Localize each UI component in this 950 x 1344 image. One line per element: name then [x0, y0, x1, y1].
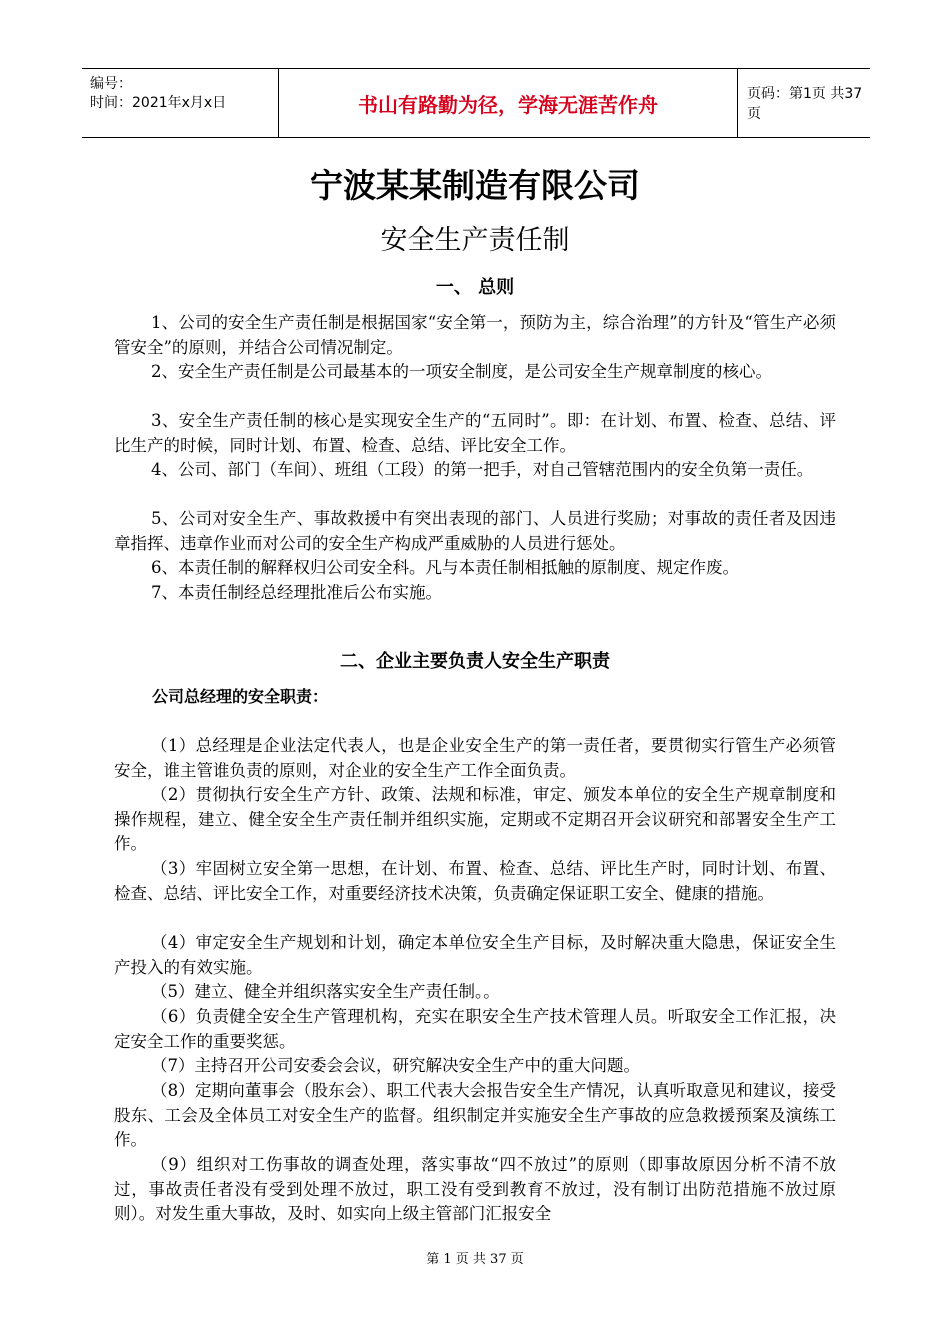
section-1-paragraph: 4、公司、部门（车间）、班组（工段）的第一把手，对自己管辖范围内的安全负第一责任。	[151, 460, 814, 479]
section-2-heading: 二、企业主要负责人安全生产职责	[340, 651, 610, 672]
header-motto: 书山有路勤为径，学海无涯苦作舟	[358, 92, 658, 117]
section-1-paragraph: 7、本责任制经总经理批准后公布实施。	[151, 583, 442, 602]
header-page-info: 页码：第1页 共37页	[747, 86, 863, 122]
page-footer: 第 1 页 共 37 页	[426, 1252, 524, 1267]
section-2-paragraph: （9）组织对工伤事故的调查处理，落实事故“四不放过”的原则（即事故原因分析不清不放过，事故责任者没有受到处理不放过，职工没有受到教育不放过，没有制订出防范措施不放过原则）。对发生重大事故，及时、如实向上级主管部门汇报安全	[114, 1155, 836, 1223]
section-2-paragraph: （4）审定安全生产规划和计划，确定本单位安全生产目标，及时解决重大隐患，保证安全生产投入的有效实施。	[114, 933, 836, 977]
header-motto-cell	[278, 69, 738, 137]
company-name: 宁波某某制造有限公司	[310, 166, 640, 205]
section-2-paragraph: （5）建立、健全并组织落实安全生产责任制。。	[151, 982, 500, 1001]
section-1-paragraph: 1、公司的安全生产责任制是根据国家“安全第一，预防为主，综合治理”的方针及“管生产必须管安全”的原则，并结合公司情况制定。	[114, 313, 836, 357]
header-page-cell	[737, 69, 870, 137]
section-2-paragraph: （2）贯彻执行安全生产方针、政策、法规和标准，审定、颁发本单位的安全生产规章制度和操作规程，建立、健全安全生产责任制并组织实施，定期或不定期召开会议研究和部署安全生产工作。	[114, 785, 836, 853]
section-2-paragraph: （7）主持召开公司安委会会议，研究解决安全生产中的重大问题。	[151, 1056, 640, 1075]
document-number-label: 编号：	[90, 76, 132, 92]
section-1-paragraph: 3、安全生产责任制的核心是实现安全生产的“五同时”。即：在计划、布置、检查、总结、评比生产的时候，同时计划、布置、检查、总结、评比安全工作。	[114, 411, 836, 455]
section-2-paragraph: （8）定期向董事会（股东会）、职工代表大会报告安全生产情况，认真听取意见和建议，接受股东、工会及全体员工对安全生产的监督。组织制定并实施安全生产事故的应急救援预案及演练工作。	[114, 1081, 836, 1149]
section-2-paragraph: （6）负责健全安全生产管理机构，充实在职安全生产技术管理人员。听取安全工作汇报，决定安全工作的重要奖惩。	[114, 1007, 836, 1051]
page-header	[82, 68, 870, 138]
document-title: 安全生产责任制	[380, 225, 570, 256]
section-1-heading: 一、 总则	[435, 277, 515, 298]
section-1-paragraph: 2、安全生产责任制是公司最基本的一项安全制度，是公司安全生产规章制度的核心。	[151, 362, 772, 381]
section-2-paragraph: （3）牢固树立安全第一思想，在计划、布置、检查、总结、评比生产时，同时计划、布置、检查、总结、评比安全工作，对重要经济技术决策，负责确定保证职工安全、健康的措施。	[114, 859, 836, 903]
document-date: 时间：2021年x月x日	[90, 95, 227, 111]
section-2-paragraph: （1）总经理是企业法定代表人，也是企业安全生产的第一责任者，要贯彻实行管生产必须管安全，谁主管谁负责的原则，对企业的安全生产工作全面负责。	[114, 736, 836, 780]
section-2-subheading: 公司总经理的安全职责：	[152, 687, 329, 706]
section-1-paragraph: 6、本责任制的解释权归公司安全科。凡与本责任制相抵触的原制度、规定作废。	[151, 558, 739, 577]
section-1-paragraph: 5、公司对安全生产、事故救援中有突出表现的部门、人员进行奖励；对事故的责任者及因违章指挥、违章作业而对公司的安全生产构成严重威胁的人员进行惩处。	[114, 509, 836, 553]
header-meta	[82, 69, 277, 137]
